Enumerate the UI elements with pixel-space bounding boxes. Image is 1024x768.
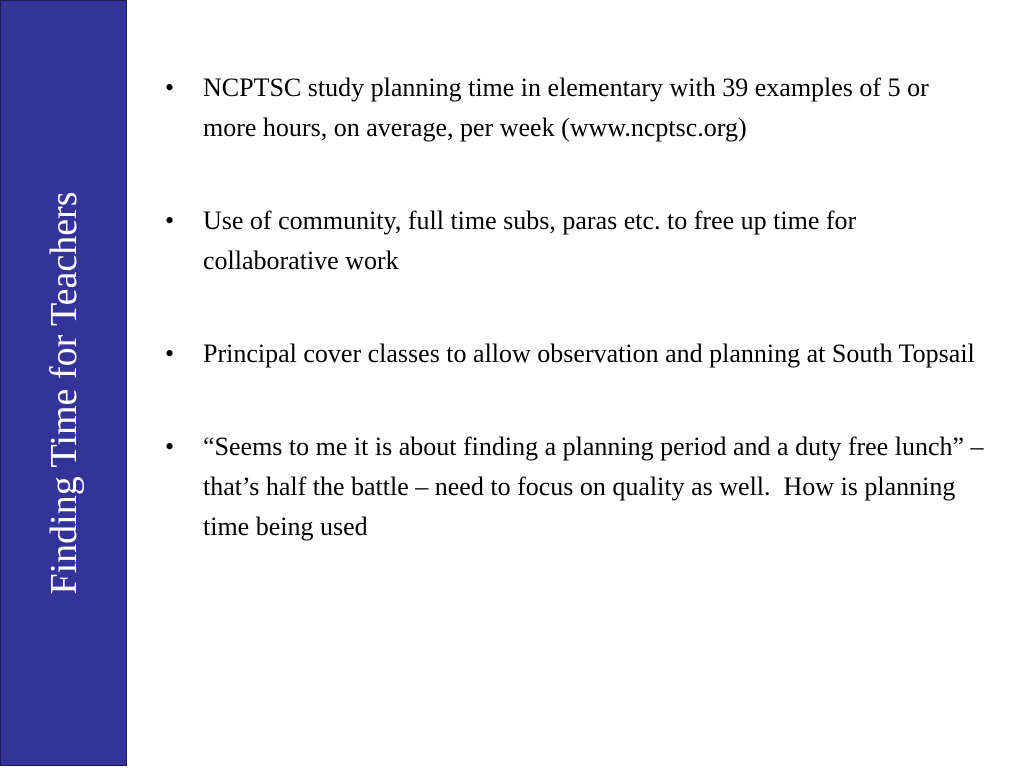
title-sidebar <box>0 0 127 766</box>
bullet-text-2: Use of community, full time subs, paras etc. to free up time for collaborative work <box>203 206 863 275</box>
slide-body <box>165 68 991 600</box>
bullet-text-4: “Seems to me it is about finding a planning period and a duty free lunch” – that’s half the battle – need to focus on quality as well. How is planning time being used <box>203 432 991 541</box>
bullet-item-3 <box>165 334 985 374</box>
bullet-icon: • <box>165 432 175 461</box>
bullet-item-2 <box>165 201 985 281</box>
bullet-text-1: NCPTSC study planning time in elementary with 39 examples of 5 or more hours, on average, per week (www.ncptsc.org) <box>203 73 936 142</box>
bullet-text-3: Principal cover classes to allow observation and planning at South Topsail <box>203 339 975 368</box>
bullet-icon: • <box>165 73 175 102</box>
bullet-item-1 <box>165 68 985 148</box>
slide-title: Finding Time for Teachers <box>42 191 85 595</box>
bullet-item-4 <box>165 427 991 547</box>
bullet-list <box>165 68 991 547</box>
bullet-icon: • <box>165 339 175 368</box>
bullet-icon: • <box>165 206 175 235</box>
